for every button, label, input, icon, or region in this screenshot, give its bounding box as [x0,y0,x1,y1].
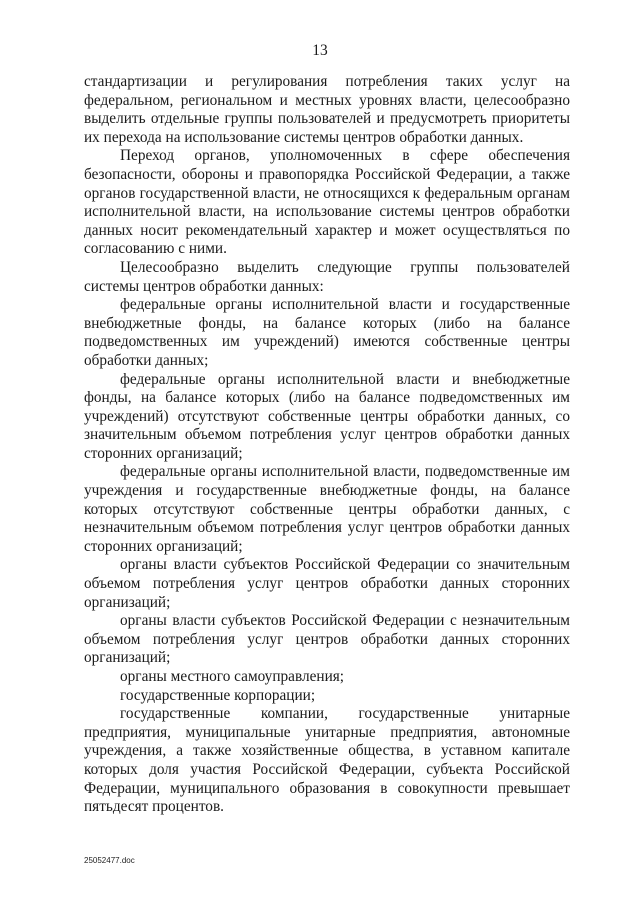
page-number: 13 [312,42,328,59]
list-item: государственные компании, государственные унитарные предприятия, муниципальные унитарные предприятия, автономные учреждения, а также хозяйственные общества, в уставном капитале которых доля участия Российской Федерации, субъекта Российской Федерации, муниципального образования в совокупности превышает пятьдесят процентов. [84,705,570,816]
list-item: органы власти субъектов Российской Федерации со значительным объемом потребления услуг центров обработки данных сторонних организаций; [84,556,570,611]
paragraph: Переход органов, уполномоченных в сфере обеспечения безопасности, обороны и правопорядка Российской Федерации, а также органов государственной власти, не относящихся к федеральным органам исполнительной власти, на использование системы центров обработки данных носит рекомендательный характер и может осуществляться по согласованию с ними. [84,147,570,258]
paragraph: Целесообразно выделить следующие группы пользователей системы центров обработки данных: [84,258,570,295]
list-item: органы власти субъектов Российской Федерации с незначительным объемом потребления услуг центров обработки данных сторонних организаций; [84,612,570,667]
list-item: органы местного самоуправления; [120,668,345,685]
list-item: государственные корпорации; [120,686,316,704]
list-item: федеральные органы исполнительной власти и государственные внебюджетные фонды, на балансе которых (либо на балансе подведомственных им учреждений) имеются собственные центры обработки данных; [84,296,570,369]
document-body [84,73,570,817]
paragraph: стандартизации и регулирования потребления таких услуг на федеральном, региональном и местных уровнях власти, целесообразно выделить отдельные группы пользователей и предусмотреть приоритеты их перехода на использование системы центров обработки данных. [84,73,570,146]
list-item: федеральные органы исполнительной власти, подведомственные им учреждения и государственные внебюджетные фонды, на балансе которых отсутствуют собственные центры обработки данных, с незначительным объемом потребления услуг центров обработки данных сторонних организаций; [84,463,570,555]
footer-document-code: 25052477.doc [84,856,135,865]
list-item: федеральные органы исполнительной власти и внебюджетные фонды, на балансе которых (либо на балансе подведомственных им учреждений) отсутствуют собственные центры обработки данных, со значительным объемом потребления услуг центров обработки данных сторонних организаций; [84,370,570,462]
